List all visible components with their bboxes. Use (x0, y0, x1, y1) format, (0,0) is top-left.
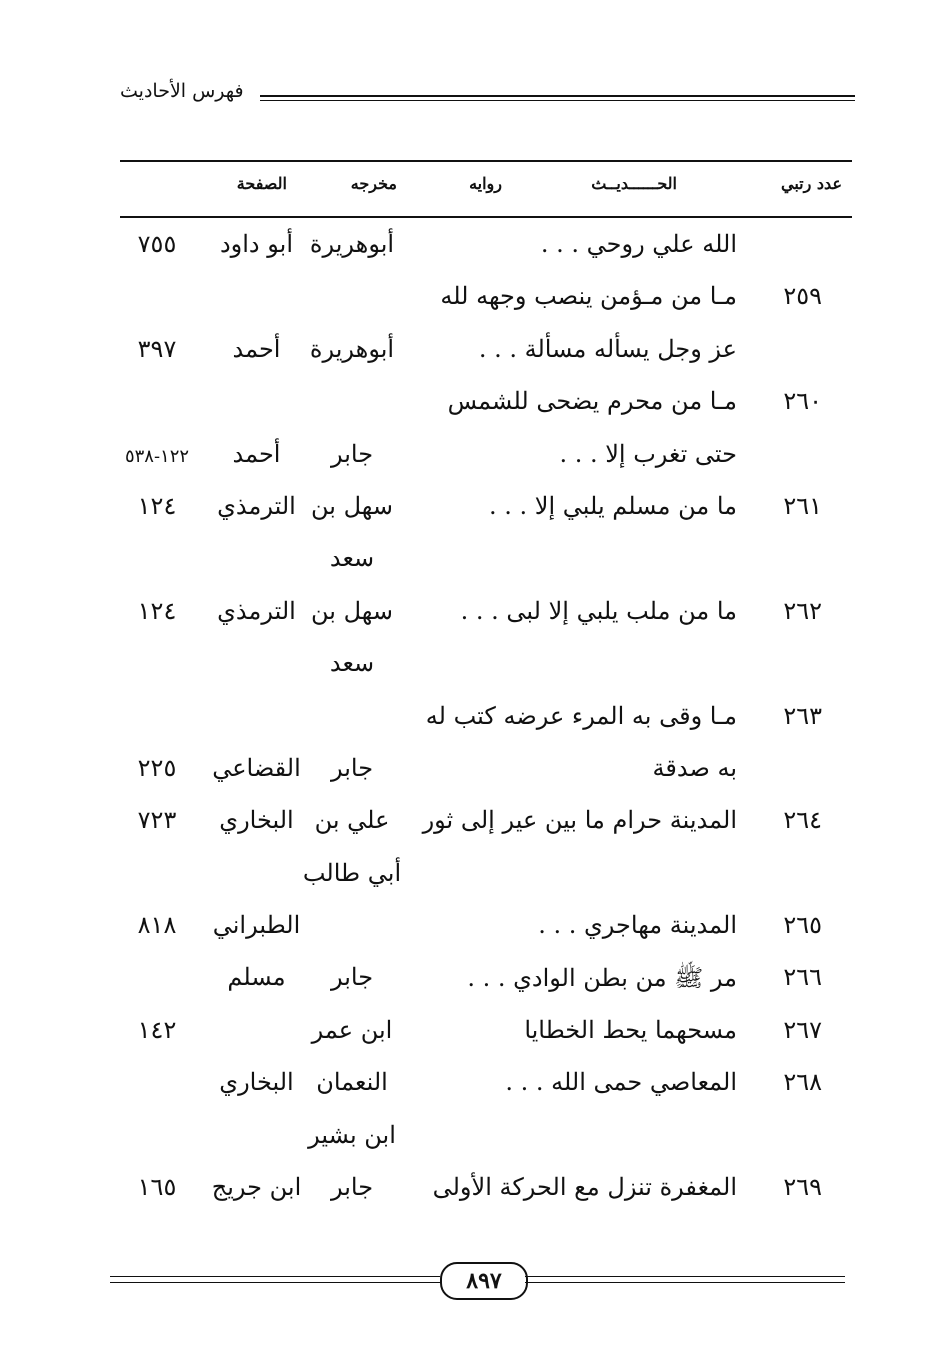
hadith-text: المدينة حرام ما بين عير إلى ثور (422, 806, 737, 835)
source: أبو داود (219, 230, 293, 258)
narrator: سعد (329, 544, 375, 573)
source: أحمد (232, 334, 281, 363)
footer-rule-right (525, 1276, 845, 1277)
table-row (120, 746, 852, 798)
page-ref: ٨١٨ (137, 911, 177, 940)
narrator: أبوهريرة (309, 334, 395, 363)
page-ref: ١٦٥ (137, 1173, 177, 1202)
entry-number: ٢٦٧ (783, 1015, 822, 1044)
narrator: جابر (330, 753, 374, 782)
table-row (120, 1165, 852, 1217)
narrator: أبوهريرة (309, 230, 395, 258)
hadith-text: عز وجل يسأله مسألة . . . (478, 334, 737, 363)
hadith-text: مسحهما يحط الخطايا (524, 1015, 737, 1044)
source: القضاعي (212, 753, 301, 782)
hadith-text: الله علي روحي . . . (540, 230, 737, 258)
table-row (120, 327, 852, 379)
table-row (120, 379, 852, 431)
page-ref: ١٢٢-٥٣٨ (124, 445, 190, 467)
narrator: سعد (329, 649, 375, 678)
footer-rule-right-2 (525, 1282, 845, 1283)
hadith-index-table (120, 222, 852, 1217)
entry-number: ٢٦٢ (783, 596, 822, 625)
narrator: علي بن (314, 806, 390, 835)
narrator: ابن بشير (308, 1120, 396, 1149)
entry-number: ٢٦١ (783, 491, 822, 520)
table-row (120, 903, 852, 955)
table-row (120, 1060, 852, 1112)
table-row (120, 694, 852, 746)
table-row (120, 851, 852, 903)
header-page: الصفحة (236, 174, 287, 193)
page-ref: ١٤٢ (137, 1015, 177, 1044)
entry-number: ٢٦٥ (783, 911, 822, 940)
header-hadith: الحــــــديــث (591, 174, 677, 193)
header-number: عدد رتبي (781, 174, 842, 193)
hadith-text: مـا من محرم يضحى للشمس (447, 387, 737, 416)
source: البخاري (219, 1068, 294, 1097)
table-row (120, 274, 852, 326)
table-row (120, 484, 852, 536)
entry-number: ٢٦٦ (783, 963, 822, 992)
entry-number: ٢٦٠ (783, 387, 822, 416)
table-row (120, 432, 852, 484)
header-narrator: روايه (469, 174, 502, 193)
hadith-text: ما من مسلم يلبي إلا . . . (489, 491, 737, 520)
column-headers (120, 174, 852, 204)
table-row (120, 1113, 852, 1165)
table-row (120, 955, 852, 1007)
table-row (120, 589, 852, 641)
entry-number: ٢٦٩ (783, 1173, 822, 1202)
table-head-rule (120, 216, 852, 218)
narrator: ابن عمر (311, 1015, 393, 1044)
header-rule-thin (260, 100, 855, 101)
entry-number: ٢٥٩ (783, 282, 822, 311)
source: الترمذي (217, 491, 296, 520)
narrator: جابر (330, 1173, 374, 1202)
entry-number: ٢٦٤ (783, 806, 822, 835)
header-rule (260, 95, 855, 97)
source: الترمذي (217, 596, 296, 625)
table-row (120, 222, 852, 274)
narrator: سهل بن (311, 491, 393, 520)
page-ref: ١٢٤ (137, 596, 177, 625)
narrator: جابر (330, 963, 374, 992)
source: مسلم (227, 963, 286, 992)
narrator: جابر (330, 439, 374, 468)
source: الطبراني (212, 911, 301, 940)
hadith-text: ما من ملب يلبي إلا لبى . . . (460, 596, 737, 625)
entry-number: ٢٦٣ (783, 701, 822, 730)
narrator: سهل بن (311, 596, 393, 625)
source: البخاري (219, 806, 294, 835)
page-ref: ٣٩٧ (137, 334, 177, 363)
page-ref: ٧٢٣ (137, 806, 177, 835)
narrator: أبي طالب (302, 858, 402, 887)
footer-rule-left-2 (110, 1282, 440, 1283)
page-number: ٨٩٧ (440, 1262, 528, 1300)
table-row (120, 798, 852, 850)
page-ref: ٧٥٥ (137, 230, 177, 258)
hadith-text: به صدقة (652, 753, 737, 782)
table-row (120, 1008, 852, 1060)
running-head (120, 80, 855, 110)
source: أحمد (232, 439, 281, 468)
hadith-text: المعاصي حمى الله . . . (505, 1068, 737, 1097)
hadith-text: مر ﷺ من بطن الوادي . . . (467, 964, 737, 993)
table-row (120, 641, 852, 693)
table-row (120, 536, 852, 588)
table-top-rule (120, 160, 852, 162)
source: ابن جريج (211, 1173, 302, 1202)
hadith-text: حتى تغرب إلا . . . (559, 439, 737, 468)
footer-rule-left (110, 1276, 440, 1277)
page-ref: ٢٢٥ (137, 753, 177, 782)
hadith-text: مـا من مـؤمن ينصب وجهه لله (440, 282, 737, 311)
hadith-text: المدينة مهاجري . . . (538, 911, 737, 940)
running-title: فهرس الأحاديث (120, 80, 244, 102)
page-ref: ١٢٤ (137, 491, 177, 520)
hadith-text: المغفرة تنزل مع الحركة الأولى (432, 1173, 737, 1202)
header-source: مخرجه (350, 174, 397, 193)
entry-number: ٢٦٨ (783, 1068, 822, 1097)
narrator: النعمان (316, 1068, 388, 1097)
hadith-text: مـا وقى به المرء عرضه كتب له (425, 701, 737, 730)
